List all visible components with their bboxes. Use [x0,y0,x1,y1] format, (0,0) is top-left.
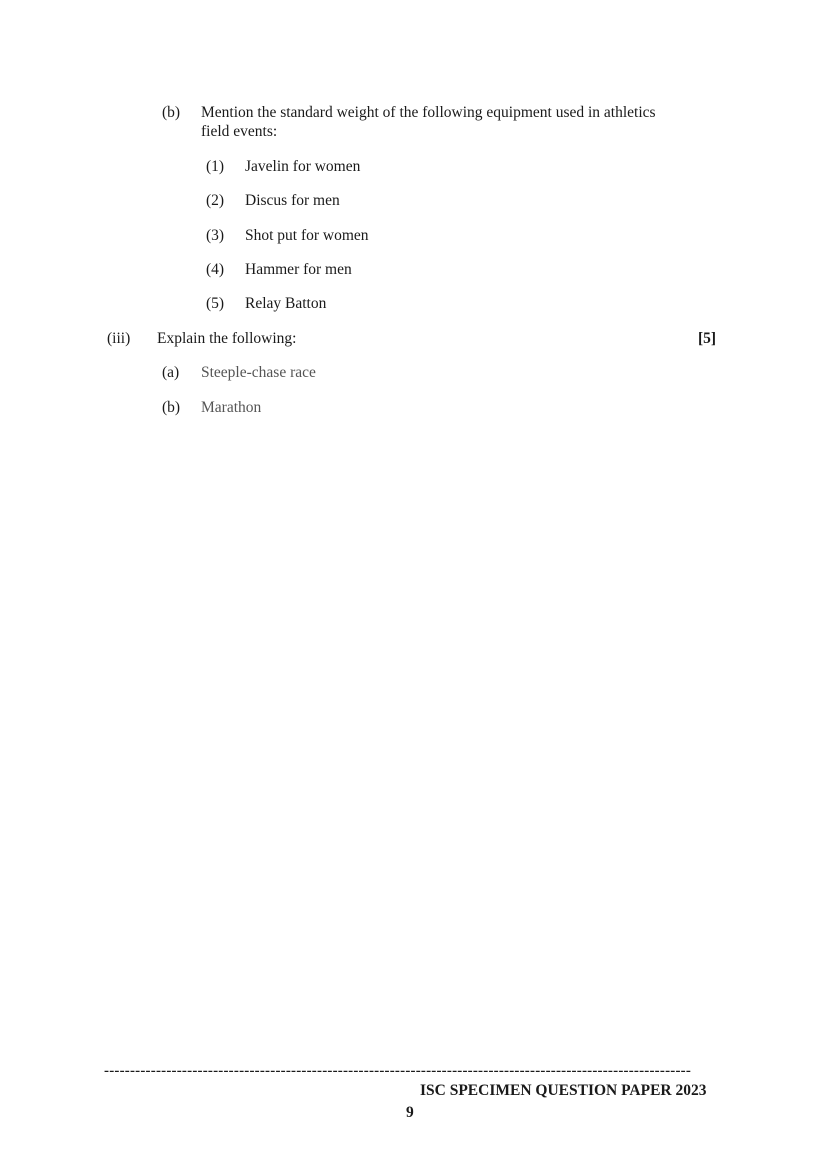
sub-item-text: Marathon [201,399,262,416]
footer-title: ISC SPECIMEN QUESTION PAPER 2023 [420,1082,707,1099]
item-text: Javelin for women [245,158,361,175]
question-b-label: (b) [162,104,181,121]
question-b-text-line1: Mention the standard weight of the following equipment used in athletics [201,104,656,121]
item-text: Shot put for women [245,227,369,244]
question-iii-label: (iii) [107,330,131,347]
sub-item-text: Steeple-chase race [201,364,316,381]
item-text: Relay Batton [245,295,327,312]
marks-badge: [5] [698,330,717,347]
sub-item-label: (a) [162,364,180,381]
question-iii-text: Explain the following: [157,330,297,347]
item-text: Hammer for men [245,261,352,278]
item-number: (4) [206,261,225,278]
page-number: 9 [406,1104,414,1121]
footer-divider: ----------------------------------------------------------------------------------------------------------------- [104,1063,692,1079]
item-number: (5) [206,295,225,312]
item-number: (1) [206,158,225,175]
item-text: Discus for men [245,192,340,209]
question-b-text-line2: field events: [201,123,278,140]
item-number: (2) [206,192,225,209]
sub-item-label: (b) [162,399,181,416]
item-number: (3) [206,227,225,244]
